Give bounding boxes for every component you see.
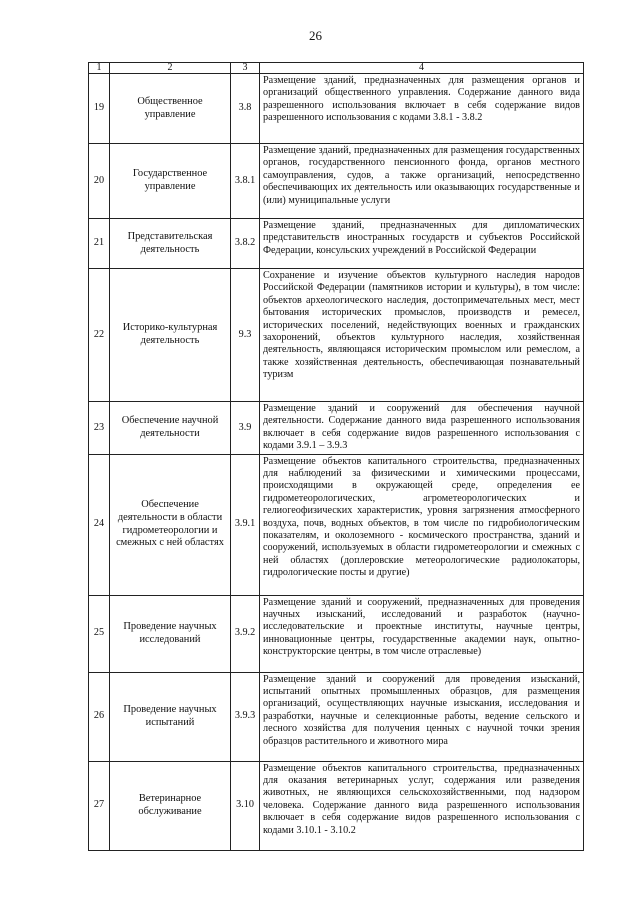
row-number: 26	[89, 672, 110, 761]
row-number: 23	[89, 402, 110, 455]
use-type-description: Размещение зданий и сооружений, предназначенных для проведения научных изысканий, исследований и разработок (научно-исследовательские и проектные институты, научные центры, инновационные центры, государственные академии наук, опытно-конструкторские центры, в том числе отраслевые)	[260, 595, 584, 672]
header-col-3: 3	[231, 63, 260, 74]
use-type-name: Историко-культурная деятельность	[110, 269, 231, 402]
use-type-code: 9.3	[231, 269, 260, 402]
use-type-name: Проведение научных исследований	[110, 595, 231, 672]
use-type-code: 3.9.2	[231, 595, 260, 672]
row-number: 27	[89, 761, 110, 850]
row-number: 19	[89, 74, 110, 144]
use-type-code: 3.9	[231, 402, 260, 455]
row-number: 25	[89, 595, 110, 672]
use-type-description: Размещение зданий и сооружений для обеспечения научной деятельности. Содержание данного вида разрешенного использования включает в себя содержание видов разрешенного использования с кодами 3.9.1 – 3.9.3	[260, 402, 584, 455]
use-type-description: Размещение зданий, предназначенных для размещения органов и организаций общественного управления. Содержание данного вида разрешенного использования включает в себя содержание видов разрешенного использования с кодами 3.8.1 - 3.8.2	[260, 74, 584, 144]
use-type-code: 3.9.3	[231, 672, 260, 761]
use-type-name: Проведение научных испытаний	[110, 672, 231, 761]
table-row	[89, 74, 584, 144]
header-col-4: 4	[260, 63, 584, 74]
use-type-name: Обеспечение научной деятельности	[110, 402, 231, 455]
use-type-name: Обеспечение деятельности в области гидрометеорологии и смежных с ней областях	[110, 454, 231, 595]
use-type-code: 3.8	[231, 74, 260, 144]
use-type-description: Размещение зданий, предназначенных для размещения государственных органов, государственного пенсионного фонда, органов местного самоуправления, судов, а также организаций, непосредственно обеспечивающих их деятельность или оказывающих государственные и (или) муниципальные услуги	[260, 144, 584, 219]
land-use-table	[88, 62, 584, 851]
table-row	[89, 595, 584, 672]
table-row	[89, 269, 584, 402]
header-col-1: 1	[89, 63, 110, 74]
table-row	[89, 454, 584, 595]
use-type-code: 3.8.2	[231, 219, 260, 269]
table-row	[89, 761, 584, 850]
use-type-description: Размещение объектов капитального строительства, предназначенных для оказания ветеринарных услуг, содержания или разведения животных, не являющихся сельскохозяйственными, под надзором человека. Содержание данного вида разрешенного использования включает в себя содержание видов разрешенного использования с кодами 3.10.1 - 3.10.2	[260, 761, 584, 850]
use-type-name: Общественное управление	[110, 74, 231, 144]
use-type-code: 3.9.1	[231, 454, 260, 595]
table-row	[89, 219, 584, 269]
header-col-2: 2	[110, 63, 231, 74]
row-number: 24	[89, 454, 110, 595]
use-type-name: Ветеринарное обслуживание	[110, 761, 231, 850]
use-type-description: Размещение зданий, предназначенных для дипломатических представительств иностранных государств и субъектов Российской Федерации, консульских учреждений в Российской Федерации	[260, 219, 584, 269]
row-number: 22	[89, 269, 110, 402]
use-type-code: 3.8.1	[231, 144, 260, 219]
table-row	[89, 144, 584, 219]
use-type-name: Государственное управление	[110, 144, 231, 219]
row-number: 21	[89, 219, 110, 269]
use-type-code: 3.10	[231, 761, 260, 850]
table-row	[89, 402, 584, 455]
page-number: 26	[309, 28, 322, 43]
table-row	[89, 672, 584, 761]
use-type-description: Размещение зданий и сооружений для проведения изысканий, испытаний опытных промышленных образцов, для размещения организаций, осуществляющих научные изыскания, исследования и разработки, научные и селекционные работы, ведение сельского и лесного хозяйства для получения ценных с научной точки зрения образцов растительного и животного мира	[260, 672, 584, 761]
use-type-description: Сохранение и изучение объектов культурного наследия народов Российской Федерации (памятников истории и культуры), в том числе: объектов археологического наследия, достопримечательных мест, мест бытования исторических промыслов, производств и ремесел, исторических поселений, недействующих военных и гражданских захоронений, объектов культурного наследия, хозяйственная деятельность, являющаяся историческим промыслом или ремеслом, а также хозяйственная деятельность, обеспечивающая познавательный туризм	[260, 269, 584, 402]
row-number: 20	[89, 144, 110, 219]
table-header-row	[89, 63, 584, 74]
use-type-description: Размещение объектов капитального строительства, предназначенных для наблюдений за физическими и химическими процессами, происходящими в окружающей среде, определения ее гидрометеорологических, агрометеорологических и гелиогеофизических характеристик, уровня загрязнения атмосферного воздуха, почв, водных объектов, в том числе по гидробиологическим показателям, и околоземного - космического пространства, зданий и сооружений, используемых в области гидрометеорологии и смежных с ней областях (доплеровские метеорологические радиолокаторы, гидрологические посты и другие)	[260, 454, 584, 595]
use-type-name: Представительская деятельность	[110, 219, 231, 269]
